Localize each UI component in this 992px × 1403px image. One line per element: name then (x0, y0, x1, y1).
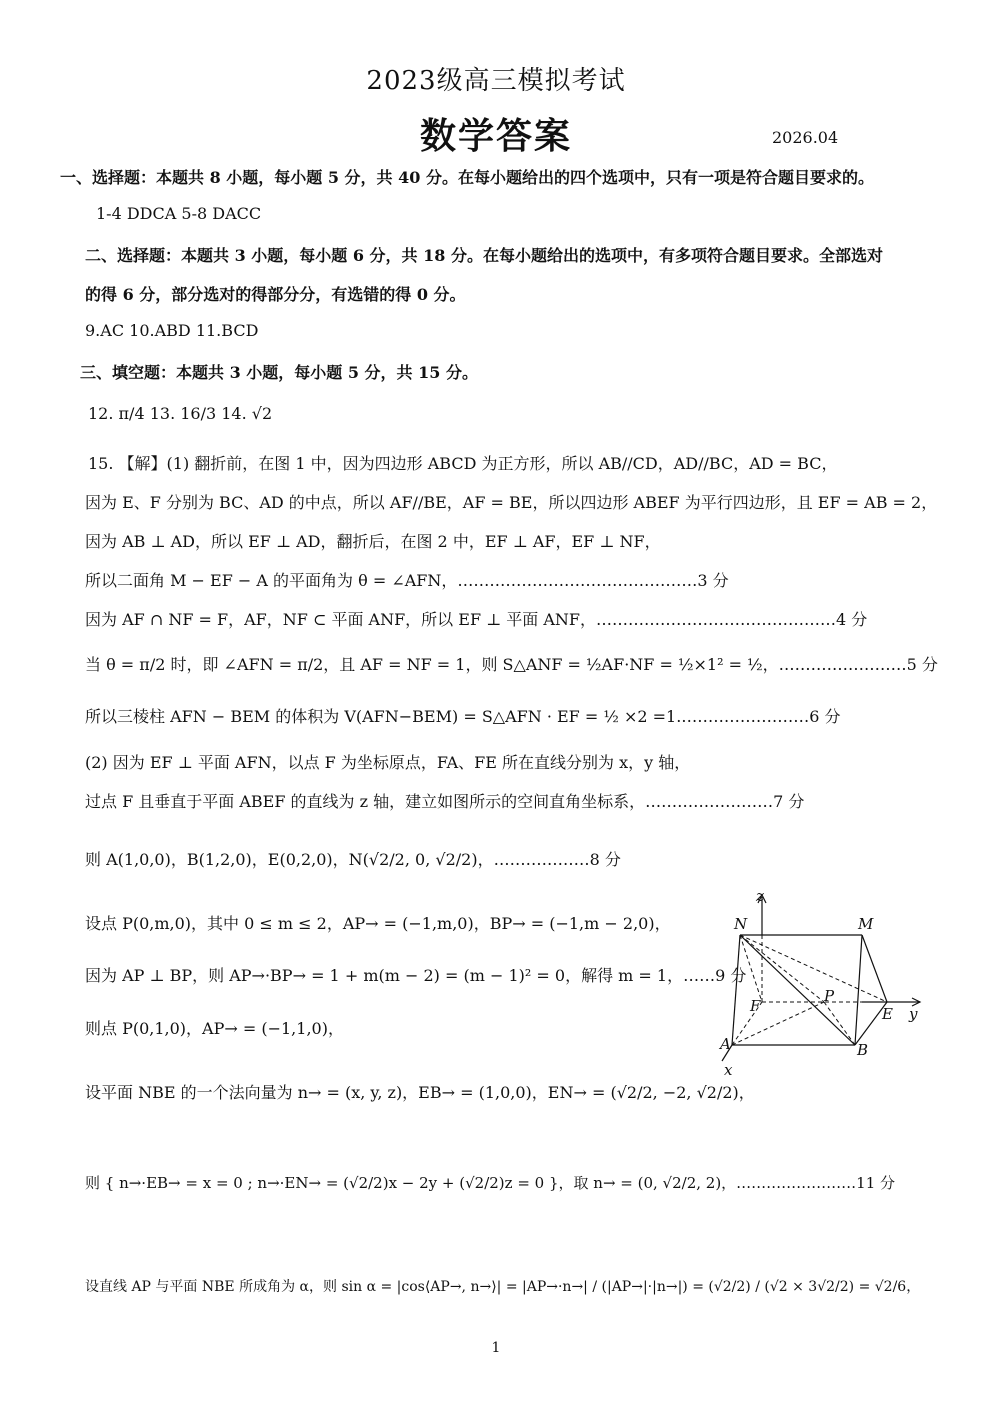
edge-PB-hidden (824, 1002, 855, 1045)
label-M: M (858, 915, 874, 933)
q15-line-12: 因为 AP ⊥ BP，则 AP→·BP→ = 1 + m(m − 2) = (m − 1)² = 0，解得 m = 1，……9 分 (85, 966, 747, 985)
section3-heading: 三、填空题：本题共 3 小题，每小题 5 分，共 15 分。 (80, 363, 478, 382)
page-number: 1 (491, 1340, 501, 1356)
edge-MB (855, 935, 862, 1045)
edge-NP-hidden (740, 935, 824, 1002)
exam-title: 2023级高三模拟考试 (366, 66, 626, 96)
q15-line-16: 设直线 AP 与平面 NBE 所成角为 α，则 sin α = |cos⟨AP→, n→⟩| = |AP→·n→| / (|AP→|·|n→|) = (√2/2) / (√2 × 3√2/2) = √2/6， (85, 1279, 921, 1295)
edge-NA (732, 935, 740, 1045)
q15-line-6: 当 θ = π/2 时，即 ∠AFN = π/2，且 AF = NF = 1，则 S△ANF = ½AF·NF = ½×1² = ½，……………………5 分 (85, 655, 938, 674)
q15-line-1: 15. 【解】(1) 翻折前，在图 1 中，因为四边形 ABCD 为正方形，所以 AB//CD，AD//BC，AD = BC， (88, 454, 838, 473)
q15-line-13: 则点 P(0,1,0)，AP→ = (−1,1,0)， (85, 1019, 344, 1038)
section2-heading-line2: 的得 6 分，部分选对的得部分分，有选错的得 0 分。 (85, 285, 466, 304)
section1-answers: 1-4 DDCA 5-8 DACC (96, 204, 262, 223)
q15-line-8: (2) 因为 EF ⊥ 平面 AFN，以点 F 为坐标原点，FA、FE 所在直线分别为 x，y 轴， (85, 753, 691, 772)
label-N: N (734, 915, 748, 933)
edge-ME (862, 935, 887, 1002)
section2-heading-line1: 二、选择题：本题共 3 小题，每小题 6 分，共 18 分。在每小题给出的选项中，有多项符合题目要求。全部选对 (85, 246, 883, 265)
q15-line-4: 所以二面角 M − EF − A 的平面角为 θ = ∠AFN，………………………………………3 分 (85, 571, 729, 590)
subject-title: 数学答案 (419, 115, 572, 157)
label-P: P (824, 987, 835, 1005)
prism-coordinate-figure (712, 885, 938, 1085)
edge-NB (740, 935, 855, 1045)
label-E: E (882, 1005, 893, 1023)
label-y: y (909, 1005, 918, 1023)
section3-answers: 12. π/4 13. 16/3 14. √2 (88, 404, 273, 423)
q15-line-2: 因为 E、F 分别为 BC、AD 的中点，所以 AF//BE，AF = BE，所以四边形 ABEF 为平行四边形，且 EF = AB = 2， (85, 493, 938, 512)
label-B: B (857, 1041, 869, 1059)
q15-line-15: 则 { n→·EB→ = x = 0 ; n→·EN→ = (√2/2)x − 2y + (√2/2)z = 0 }，取 n→ = (0, √2/2, 2)，……………………11 分 (85, 1174, 896, 1192)
label-z: z (756, 887, 764, 905)
q15-line-10: 则 A(1,0,0)，B(1,2,0)，E(0,2,0)，N(√2/2, 0, √2/2)，………………8 分 (85, 850, 621, 869)
section1-heading: 一、选择题：本题共 8 小题，每小题 5 分，共 40 分。在每小题给出的四个选项中，只有一项是符合题目要求的。 (60, 168, 874, 187)
edge-AP-hidden (732, 1002, 824, 1045)
section2-answers: 9.AC 10.ABD 11.BCD (85, 321, 259, 340)
label-x: x (724, 1061, 733, 1079)
q15-line-14: 设平面 NBE 的一个法向量为 n→ = (x, y, z)，EB→ = (1,0,0)，EN→ = (√2/2, −2, √2/2)， (85, 1083, 755, 1102)
label-F: F (750, 997, 761, 1015)
exam-date: 2026.04 (772, 128, 839, 147)
label-A: A (720, 1035, 731, 1053)
q15-line-3: 因为 AB ⊥ AD，所以 EF ⊥ AD，翻折后，在图 2 中，EF ⊥ AF，EF ⊥ NF， (85, 532, 661, 551)
q15-line-5: 因为 AF ∩ NF = F，AF，NF ⊂ 平面 ANF，所以 EF ⊥ 平面 ANF，………………………………………4 分 (85, 610, 868, 629)
q15-line-7: 所以三棱柱 AFN − BEM 的体积为 V(AFN−BEM) = S△AFN · EF = ½ ×2 =1.……………………6 分 (85, 707, 841, 726)
q15-line-11: 设点 P(0,m,0)，其中 0 ≤ m ≤ 2，AP→ = (−1,m,0)，BP→ = (−1,m − 2,0)， (85, 914, 671, 933)
q15-line-9: 过点 F 且垂直于平面 ABEF 的直线为 z 轴，建立如图所示的空间直角坐标系，……………………7 分 (85, 792, 805, 811)
